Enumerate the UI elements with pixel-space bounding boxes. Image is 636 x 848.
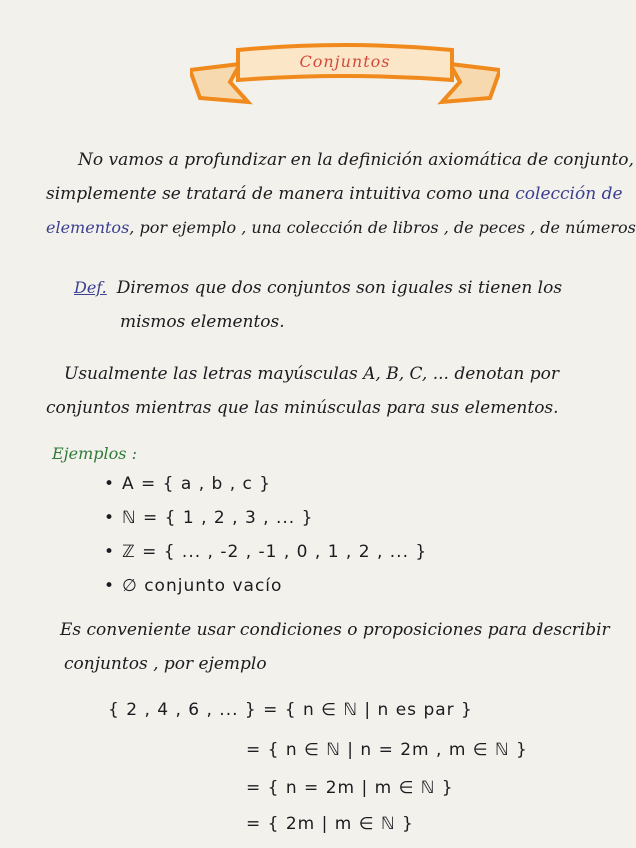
conditions-line-1: Es conveniente usar condiciones o proposiciones para describir <box>60 620 610 640</box>
equation-line: { 2 , 4 , 6 , ... } = { n ∈ ℕ | n es par } <box>108 700 473 720</box>
definition-line-2: mismos elementos. <box>120 312 285 332</box>
example-item <box>104 542 427 562</box>
notation-line-2: conjuntos mientras que las minúsculas para sus elementos. <box>46 398 559 418</box>
example-item <box>104 576 282 596</box>
definition-text-1: Diremos que dos conjuntos son iguales si tienen los <box>116 278 563 298</box>
intro-line-1: No vamos a profundizar en la definición axiomática de conjunto, <box>78 150 634 170</box>
example-item <box>104 508 313 528</box>
bullet-icon: • <box>104 474 116 494</box>
example-text: ℕ = { 1 , 2 , 3 , ... } <box>122 508 314 528</box>
bullet-icon: • <box>104 508 116 528</box>
bullet-icon: • <box>104 576 116 596</box>
intro-line-3-text: , por ejemplo , una colección de libros , de peces , de números <box>129 218 636 237</box>
title-banner <box>190 40 500 120</box>
example-text: ∅ conjunto vacío <box>122 576 283 596</box>
bullet-icon: • <box>104 542 116 562</box>
notation-line-1: Usualmente las letras mayúsculas A, B, C, ... denotan por <box>64 364 560 384</box>
example-item <box>104 474 271 494</box>
equation-line: = { n = 2m | m ∈ ℕ } <box>246 778 454 798</box>
intro-line-3 <box>46 218 636 237</box>
conditions-line-2: conjuntos , por ejemplo <box>64 654 267 674</box>
example-text: ℤ = { ... , -2 , -1 , 0 , 1 , 2 , ... } <box>122 542 428 562</box>
intro-line-2-text: simplemente se tratará de manera intuitiva como una <box>46 184 516 204</box>
equation-line: = { 2m | m ∈ ℕ } <box>246 814 414 834</box>
example-text: A = { a , b , c } <box>122 474 272 494</box>
page-title: Conjuntos <box>299 52 391 71</box>
definition-label: Def. <box>74 278 107 297</box>
intro-line-2 <box>46 184 623 204</box>
definition-line-1 <box>74 278 562 298</box>
examples-heading: Ejemplos : <box>52 444 137 463</box>
intro-highlight-2: elementos <box>46 218 130 237</box>
intro-highlight-1: colección de <box>515 184 623 204</box>
equation-line: = { n ∈ ℕ | n = 2m , m ∈ ℕ } <box>246 740 528 760</box>
